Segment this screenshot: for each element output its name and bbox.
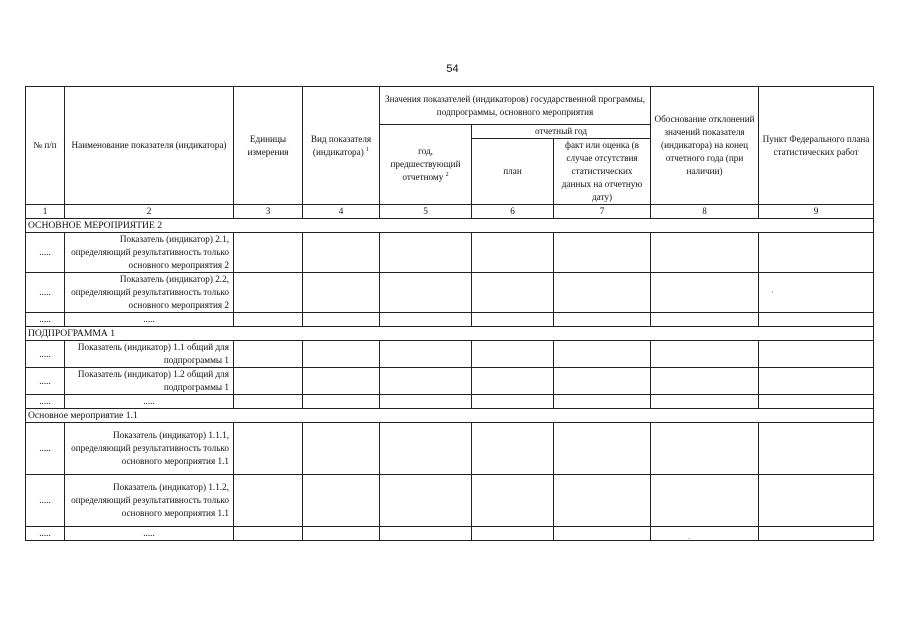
cell: [380, 527, 472, 541]
cell: [303, 423, 380, 475]
cell: [554, 368, 651, 395]
section-row: [26, 409, 874, 423]
cell: [554, 273, 651, 313]
column-number: 8: [651, 205, 759, 219]
header-group-values: Значения показателей (индикаторов) государственной программы, подпрограммы, основного мероприятия: [380, 87, 651, 125]
cell: [759, 341, 874, 368]
cell: [554, 475, 651, 527]
indicator-name: Показатель (индикатор) 1.1.2, определяющий результативность только основного мероприятия 1.1: [65, 475, 234, 527]
table-row: [26, 395, 874, 409]
row-number: .....: [26, 368, 65, 395]
cell: [380, 423, 472, 475]
cell: [651, 273, 759, 313]
cell: [380, 233, 472, 273]
row-number: .....: [26, 273, 65, 313]
cell: [380, 395, 472, 409]
header-col-fact: факт или оценка (в случае отсутствия статистических данных на отчетную дату): [554, 139, 651, 205]
cell: [472, 395, 554, 409]
cell: [380, 368, 472, 395]
header-col-number: № п/п: [26, 87, 65, 205]
indicator-name: Показатель (индикатор) 1.1.1, определяющий результативность только основного мероприятия 1.1: [65, 423, 234, 475]
header-col-name: Наименование показателя (индикатора): [65, 87, 234, 205]
row-number: .....: [26, 475, 65, 527]
row-number: .....: [26, 233, 65, 273]
cell: [234, 273, 303, 313]
section-title: ПОДПРОГРАММА 1: [26, 327, 874, 341]
cell: [651, 395, 759, 409]
cell: [472, 313, 554, 327]
indicators-table: [25, 86, 874, 541]
cell: [472, 368, 554, 395]
cell: [554, 341, 651, 368]
table-row: [26, 341, 874, 368]
cell: [472, 527, 554, 541]
cell: [651, 475, 759, 527]
section-row: [26, 219, 874, 233]
cell: [303, 313, 380, 327]
cell: [472, 273, 554, 313]
column-numbers-row: [26, 205, 874, 219]
cell: [759, 395, 874, 409]
header-col-justification: Обоснование отклонений значений показателя (индикатора) на конец отчетного года (при наличии): [651, 87, 759, 205]
table-row: [26, 273, 874, 313]
column-number: 4: [303, 205, 380, 219]
cell: [554, 233, 651, 273]
cell: [234, 395, 303, 409]
cell: [759, 475, 874, 527]
cell: [759, 233, 874, 273]
indicator-name: Показатель (индикатор) 2.1, определяющий результативность только основного мероприятия 2: [65, 233, 234, 273]
cell: [554, 527, 651, 541]
header-col-units: Единицы измерения: [234, 87, 303, 205]
header-col-plan: план: [472, 139, 554, 205]
cell: [234, 313, 303, 327]
section-title: ОСНОВНОЕ МЕРОПРИЯТИЕ 2: [26, 219, 874, 233]
cell: [303, 475, 380, 527]
cell: [759, 423, 874, 475]
cell: [651, 233, 759, 273]
page-number: 54: [446, 63, 459, 75]
table-row: [26, 475, 874, 527]
table-row: [26, 368, 874, 395]
row-number: .....: [26, 527, 65, 541]
cell: [651, 313, 759, 327]
cell: [472, 423, 554, 475]
cell: [234, 527, 303, 541]
header-col-stat-plan: Пункт Федерального плана статистических работ: [759, 87, 874, 205]
cell: [554, 313, 651, 327]
cell: [234, 475, 303, 527]
column-number: 7: [554, 205, 651, 219]
cell: [554, 423, 651, 475]
indicator-name: Показатель (индикатор) 2.2, определяющий результативность только основного мероприятия 2: [65, 273, 234, 313]
row-number: .....: [26, 341, 65, 368]
indicator-name: .....: [65, 395, 234, 409]
cell: [234, 423, 303, 475]
column-number: 1: [26, 205, 65, 219]
cell: [759, 527, 874, 541]
cell: [303, 527, 380, 541]
column-number: 5: [380, 205, 472, 219]
cell: [234, 368, 303, 395]
stray-dot-mark: -: [688, 536, 690, 542]
table-row: [26, 527, 874, 541]
section-row: [26, 327, 874, 341]
cell: [759, 368, 874, 395]
cell: [472, 233, 554, 273]
cell: [651, 368, 759, 395]
table-row: [26, 313, 874, 327]
cell: [380, 475, 472, 527]
cell: [303, 368, 380, 395]
stray-dot-mark: ·: [771, 288, 774, 297]
cell: [651, 527, 759, 541]
row-number: .....: [26, 313, 65, 327]
header-col-type: Вид показателя (индикатора) $^1$: [303, 87, 380, 205]
cell: [303, 233, 380, 273]
indicator-name: Показатель (индикатор) 1.1 общий для подпрограммы 1: [65, 341, 234, 368]
table-row: [26, 233, 874, 273]
cell: [303, 341, 380, 368]
cell: [303, 273, 380, 313]
cell: [759, 273, 874, 313]
header-col-prev-year: год, предшествующий отчетному $^2$: [380, 125, 472, 205]
column-number: 9: [759, 205, 874, 219]
cell: [651, 341, 759, 368]
cell: [651, 423, 759, 475]
column-number: 2: [65, 205, 234, 219]
indicator-name: .....: [65, 527, 234, 541]
cell: [234, 233, 303, 273]
cell: [472, 475, 554, 527]
cell: [759, 313, 874, 327]
header-reporting-year: отчетный год: [472, 125, 651, 139]
column-number: 3: [234, 205, 303, 219]
cell: [554, 395, 651, 409]
row-number: .....: [26, 395, 65, 409]
table-row: [26, 423, 874, 475]
cell: [303, 395, 380, 409]
row-number: .....: [26, 423, 65, 475]
cell: [380, 313, 472, 327]
indicator-name: Показатель (индикатор) 1.2 общий для подпрограммы 1: [65, 368, 234, 395]
cell: [472, 341, 554, 368]
indicator-name: .....: [65, 313, 234, 327]
section-title: Основное мероприятие 1.1: [26, 409, 874, 423]
cell: [380, 273, 472, 313]
column-number: 6: [472, 205, 554, 219]
cell: [380, 341, 472, 368]
cell: [234, 341, 303, 368]
